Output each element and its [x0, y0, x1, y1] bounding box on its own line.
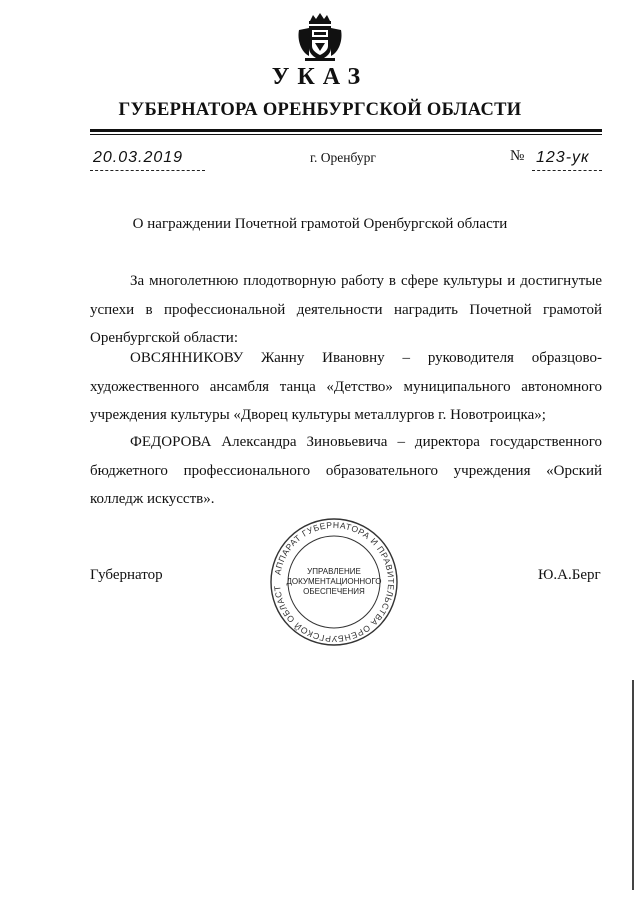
seal-line-3: ОБЕСПЕЧЕНИЯ [303, 587, 365, 596]
city-label: г. Оренбург [310, 150, 376, 165]
signatory-name: Ю.А.Берг [538, 567, 601, 583]
number-field [532, 148, 602, 171]
header-rule-thick [90, 129, 602, 132]
number-sign: № [510, 148, 525, 164]
seal-line-2: ДОКУМЕНТАЦИОННОГО [286, 577, 382, 586]
document-heading: О награждении Почетной грамотой Оренбургской области [132, 216, 508, 232]
coat-of-arms-icon [297, 12, 343, 67]
seal-ring-text: АППАРАТ ГУБЕРНАТОРА И ПРАВИТЕЛЬСТВА ОРЕНБУРГСКОЙ ОБЛАСТ [272, 519, 397, 645]
date-field [90, 148, 205, 171]
header-rule-thin [90, 134, 602, 135]
date-value: 20.03.2019 [93, 149, 184, 166]
body-paragraph-2: ОВСЯННИКОВУ Жанну Ивановну – руководителя образцово-художественного ансамбля танца «Детство» муниципального автономного учреждения культуры «Дворец культуры металлургов г. Новотроицка»; [90, 350, 602, 423]
issuer-subtitle: ГУБЕРНАТОРА ОРЕНБУРГСКОЙ ОБЛАСТИ [118, 100, 522, 120]
signatory-position: Губернатор [90, 567, 163, 583]
number-value: 123-ук [536, 149, 590, 166]
body-paragraph-3: ФЕДОРОВА Александра Зиновьевича – директора государственного бюджетного профессионального образовательного учреждения «Орский колледж искусств». [90, 434, 602, 507]
official-seal [267, 517, 401, 652]
document-type-title: УКАЗ [271, 64, 369, 90]
body-paragraph-1: За многолетнюю плодотворную работу в сфере культуры и достигнутые успехи в профессиональной деятельности наградить Почетной грамотой Оренбургской области: [90, 273, 602, 346]
seal-line-1: УПРАВЛЕНИЕ [307, 567, 361, 576]
scan-edge-mark [632, 680, 634, 890]
